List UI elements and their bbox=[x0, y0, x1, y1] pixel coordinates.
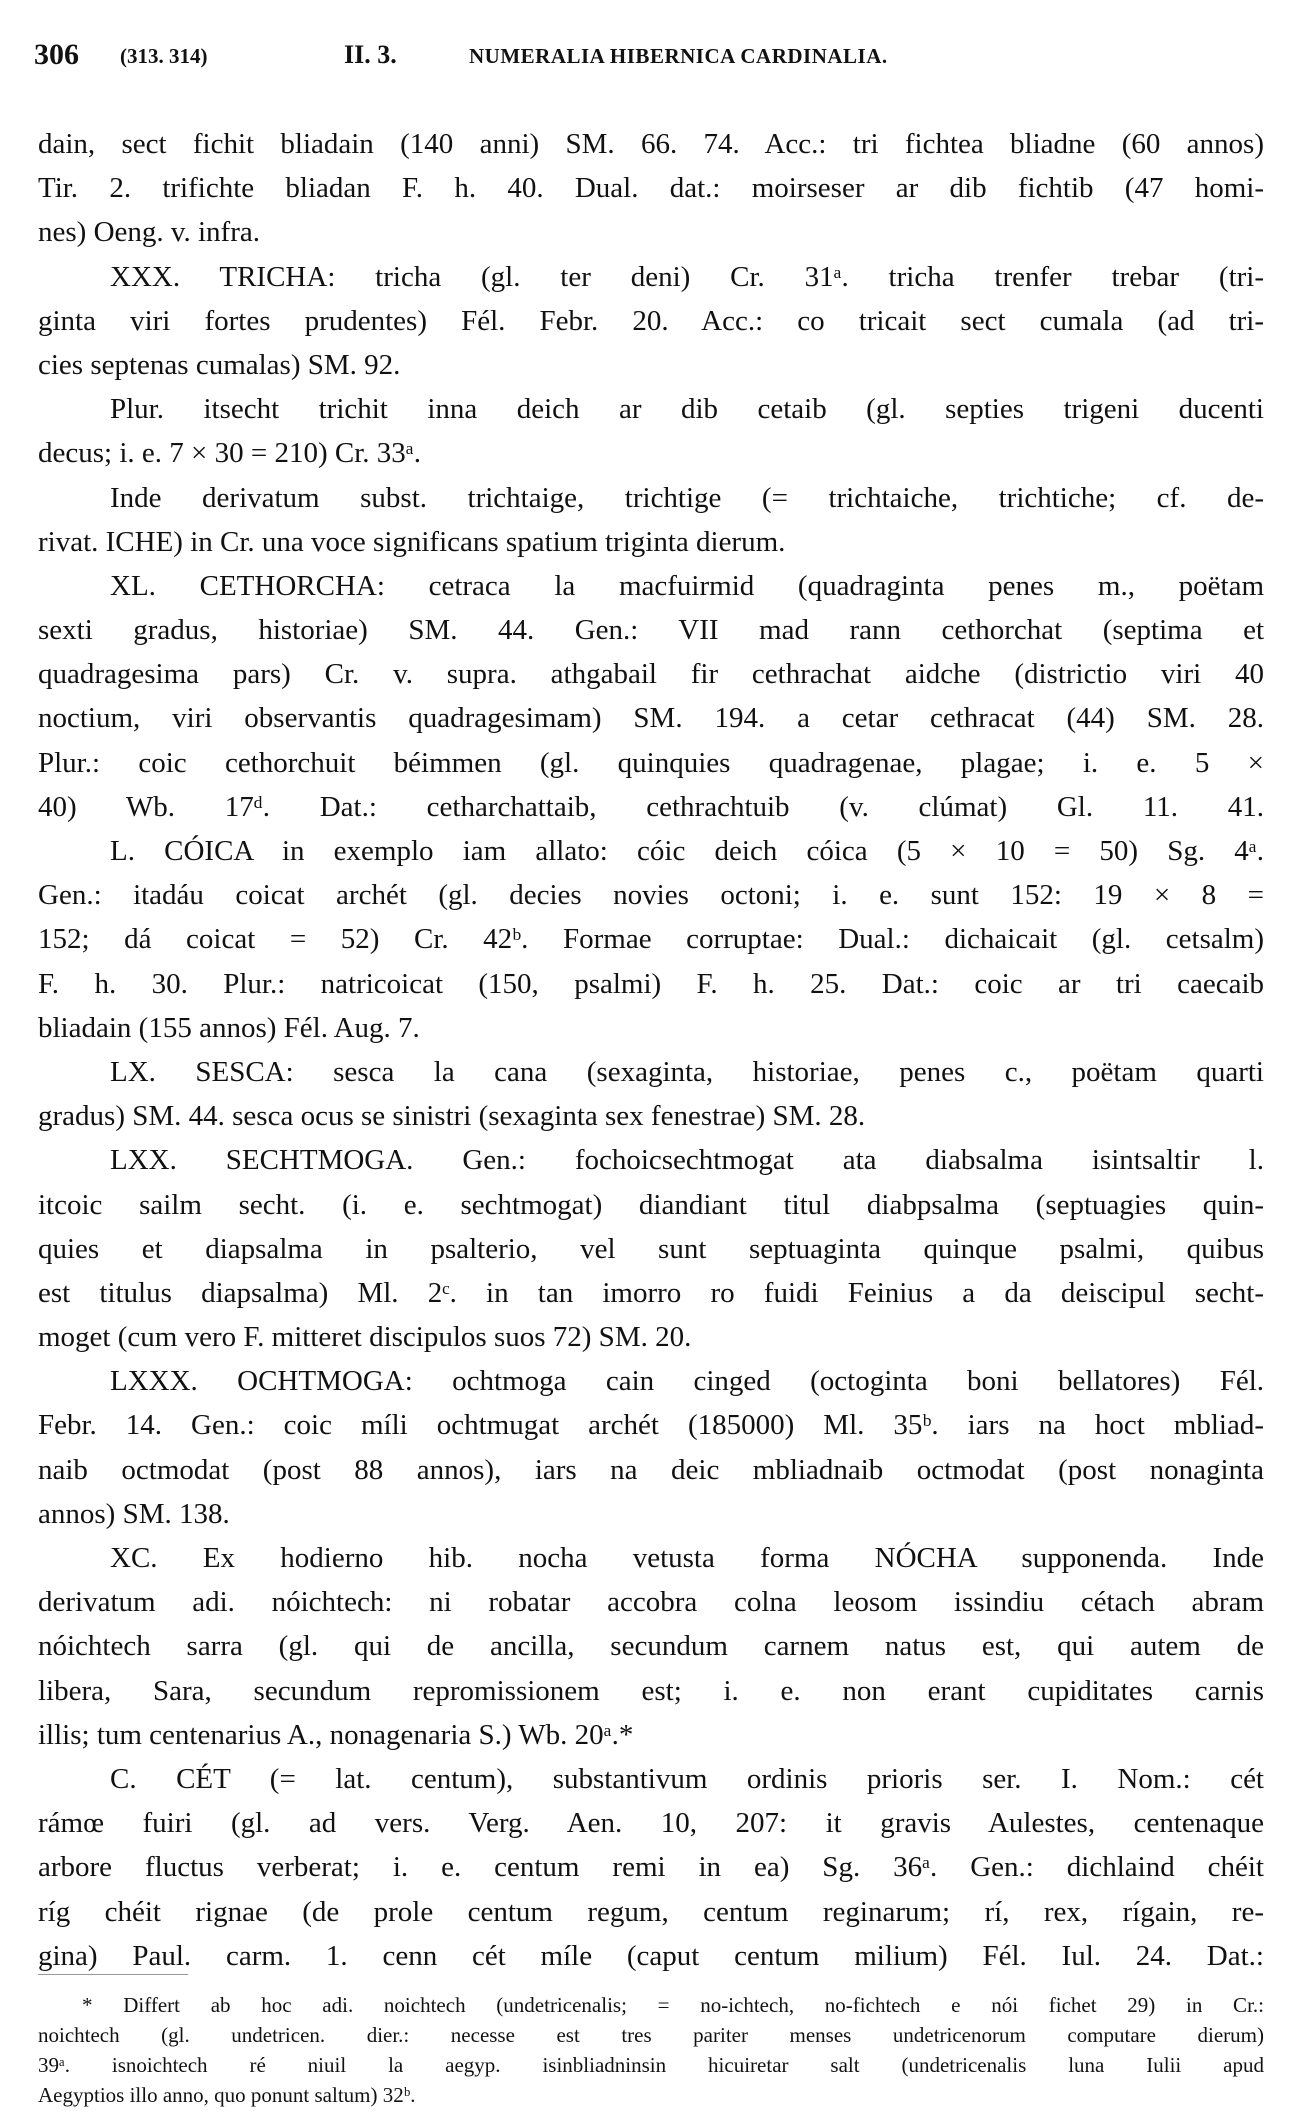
text-line: naib octmodat (post 88 annos), iars na deic mbliadnaib octmodat (post nonaginta bbox=[38, 1453, 1264, 1486]
text-line: cies septenas cumalas) SM. 92. bbox=[38, 348, 401, 381]
footnotes bbox=[38, 1990, 1264, 2110]
text-line: Gen.: itadáu coicat archét (gl. decies novies octoni; i. e. sunt 152: 19 × 8 = bbox=[38, 879, 1264, 912]
text-line: XC. Ex hodierno hib. nocha vetusta forma NÓCHA supponenda. Inde bbox=[110, 1542, 1264, 1574]
document-page bbox=[34, 24, 1264, 2107]
text-line: dain, sect fichit bliadain (140 anni) SM. 66. 74. Acc.: tri fichtea bliadne (60 annos) bbox=[38, 128, 1264, 160]
text-line: C. CÉT (= lat. centum), substantivum ordinis prioris ser. I. Nom.: cét bbox=[110, 1762, 1264, 1795]
text-line: LX. SESCA: sesca la cana (sexaginta, historiae, penes c., poëtam quarti bbox=[110, 1055, 1264, 1088]
text-line: XXX. TRICHA: tricha (gl. ter deni) Cr. 31ᵃ. tricha trenfer trebar (tri- bbox=[110, 260, 1264, 293]
footnote-separator bbox=[38, 1974, 188, 1975]
text-line: quadragesima pars) Cr. v. supra. athgabail fir cethrachat aidche (districtio viri 40 bbox=[38, 658, 1264, 691]
text-line: LXXX. OCHTMOGA: ochtmoga cain cinged (octoginta boni bellatores) Fél. bbox=[110, 1365, 1264, 1398]
text-line: annos) SM. 138. bbox=[38, 1497, 230, 1530]
text-line: libera, Sara, secundum repromissionem est; i. e. non erant cupiditates carnis bbox=[38, 1674, 1264, 1707]
text-line: ginta viri fortes prudentes) Fél. Febr. 20. Acc.: co tricait sect cumala (ad tri- bbox=[38, 304, 1264, 337]
text-line: ríg chéit rignae (de prole centum regum, centum reginarum; rí, rex, rígain, re- bbox=[38, 1895, 1264, 1928]
text-line: XL. CETHORCHA: cetraca la macfuirmid (quadraginta penes m., poëtam bbox=[110, 569, 1264, 602]
text-line: illis; tum centenarius A., nonagenaria S.) Wb. 20ᵃ.* bbox=[38, 1718, 634, 1751]
page-header bbox=[34, 38, 1264, 78]
text-line: gradus) SM. 44. sesca ocus se sinistri (sexaginta sex fenestrae) SM. 28. bbox=[38, 1100, 866, 1133]
footnote-line: Aegyptios illo anno, quo ponunt saltum) 32ᵇ. bbox=[38, 2083, 416, 2107]
body-text bbox=[38, 122, 1264, 1978]
text-line: sexti gradus, historiae) SM. 44. Gen.: VII mad rann cethorchat (septima et bbox=[38, 614, 1264, 647]
footnote-line: noichtech (gl. undetricen. dier.: necesse est tres pariter menses undetricenorum computare dierum) bbox=[38, 2023, 1264, 2047]
text-line: moget (cum vero F. mitteret discipulos suos 72) SM. 20. bbox=[38, 1321, 692, 1354]
text-line: F. h. 30. Plur.: natricoicat (150, psalmi) F. h. 25. Dat.: coic ar tri caecaib bbox=[38, 967, 1264, 1000]
text-line: bliadain (155 annos) Fél. Aug. 7. bbox=[38, 1011, 420, 1044]
text-line: rámœ fuiri (gl. ad vers. Verg. Aen. 10, 207: it gravis Aulestes, centenaque bbox=[38, 1807, 1264, 1840]
text-line: 152; dá coicat = 52) Cr. 42ᵇ. Formae corruptae: Dual.: dichaicait (gl. cetsalm) bbox=[38, 923, 1264, 956]
chapter-number: II. 3. bbox=[344, 40, 397, 69]
text-line: itcoic sailm secht. (i. e. sechtmogat) diandiant titul diabpsalma (septuagies quin- bbox=[38, 1188, 1264, 1221]
text-line: nes) Oeng. v. infra. bbox=[38, 216, 260, 249]
page-number: 306 bbox=[34, 38, 79, 71]
text-line: Febr. 14. Gen.: coic míli ochtmugat archét (185000) Ml. 35ᵇ. iars na hoct mbliad- bbox=[38, 1409, 1264, 1442]
text-line: Plur. itsecht trichit inna deich ar dib cetaib (gl. septies trigeni ducenti bbox=[110, 393, 1264, 426]
text-line: 40) Wb. 17ᵈ. Dat.: cetharchattaib, cethrachtuib (v. clúmat) Gl. 11. 41. bbox=[38, 790, 1264, 823]
source-pages: (313. 314) bbox=[120, 44, 208, 68]
text-line: quies et diapsalma in psalterio, vel sunt septuaginta quinque psalmi, quibus bbox=[38, 1232, 1264, 1265]
text-line: decus; i. e. 7 × 30 = 210) Cr. 33ᵃ. bbox=[38, 437, 421, 470]
text-line: L. CÓICA in exemplo iam allato: cóic deich cóica (5 × 10 = 50) Sg. 4ᵃ. bbox=[110, 835, 1264, 867]
text-line: Tir. 2. trifichte bliadan F. h. 40. Dual. dat.: moirseser ar dib fichtib (47 homi- bbox=[38, 172, 1264, 205]
text-line: Inde derivatum subst. trichtaige, trichtige (= trichtaiche, trichtiche; cf. de- bbox=[110, 481, 1264, 514]
text-line: est titulus diapsalma) Ml. 2ᶜ. in tan imorro ro fuidi Feinius a da deiscipul secht- bbox=[38, 1276, 1264, 1309]
text-line: derivatum adi. nóichtech: ni robatar accobra colna leosom issindiu cétach abram bbox=[38, 1586, 1264, 1619]
text-line: rivat. ICHE) in Cr. una voce significans spatium triginta dierum. bbox=[38, 525, 786, 558]
running-title: NUMERALIA HIBERNICA CARDINALIA. bbox=[469, 44, 888, 68]
footnote-line: * Differt ab hoc adi. noichtech (undetricenalis; = no-ichtech, no-fichtech e nói fichet 29) in Cr.: bbox=[82, 1993, 1264, 2017]
text-line: noctium, viri observantis quadragesimam) SM. 194. a cetar cethracat (44) SM. 28. bbox=[38, 702, 1264, 735]
text-line: nóichtech sarra (gl. qui de ancilla, secundum carnem natus est, qui autem de bbox=[38, 1630, 1264, 1663]
text-line: arbore fluctus verberat; i. e. centum remi in ea) Sg. 36ᵃ. Gen.: dichlaind chéit bbox=[38, 1851, 1264, 1884]
footnote-line: 39ᵃ. isnoichtech ré niuil la aegyp. isinbliadninsin hicuiretar salt (undetricenalis luna Iulii apud bbox=[38, 2053, 1264, 2077]
text-line: LXX. SECHTMOGA. Gen.: fochoicsechtmogat ata diabsalma isintsaltir l. bbox=[110, 1144, 1264, 1177]
text-line: Plur.: coic cethorchuit béimmen (gl. quinquies quadragenae, plagae; i. e. 5 × bbox=[38, 746, 1264, 779]
text-line: gina) Paul. carm. 1. cenn cét míle (caput centum milium) Fél. Iul. 24. Dat.: bbox=[38, 1939, 1264, 1972]
